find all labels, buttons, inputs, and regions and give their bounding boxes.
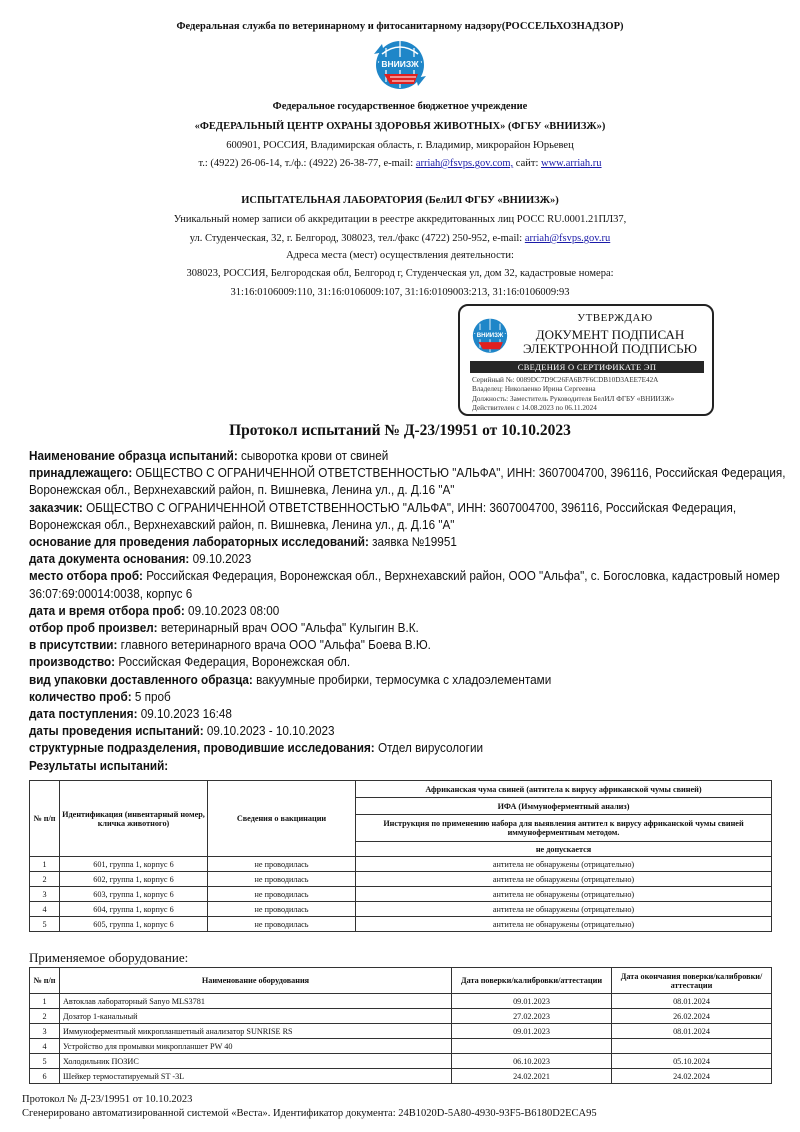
cell-n: 1: [30, 994, 60, 1009]
stamp-cert-bar: СВЕДЕНИЯ О СЕРТИФИКАТЕ ЭП: [470, 361, 704, 373]
eq-col-num-header: № п/п: [30, 968, 60, 994]
institution-site-link[interactable]: www.arriah.ru: [541, 158, 602, 169]
eq-col-end-header: Дата окончания поверки/калибровки/аттестации: [612, 968, 772, 994]
field-label: вид упаковки доставленного образца:: [29, 672, 253, 687]
table-row: [30, 902, 772, 917]
cell-end: 26.02.2024: [612, 1009, 772, 1024]
cell-result: антитела не обнаружены (отрицательно): [356, 887, 772, 902]
table-row: [30, 1024, 772, 1039]
col-vacc-header: Сведения о вакцинации: [208, 781, 356, 857]
cert-owner: Владелец: Николаенко Ирина Сергеевна: [472, 385, 596, 394]
cell-id: 605, группа 1, корпус 6: [60, 917, 208, 932]
field-label: структурные подразделения, проводившие исследования:: [29, 741, 375, 756]
table-row: [30, 1069, 772, 1084]
field-value: ОБЩЕСТВО С ОГРАНИЧЕННОЙ ОТВЕТСТВЕННОСТЬЮ "АЛЬФА", ИНН: 3607004700, 396116, Российская Федерация, Воронежская обл., Верхнехавский район, п. Вишневка, Ленина ул., д. Д.16 "А": [29, 466, 786, 498]
field-value: 5 проб: [131, 689, 171, 704]
stamp-signed-line1: ДОКУМЕНТ ПОДПИСАН: [535, 327, 685, 342]
cell-result: антитела не обнаружены (отрицательно): [356, 872, 772, 887]
field-row: [29, 723, 792, 740]
cell-n: 4: [30, 1039, 60, 1054]
lab-name: ИСПЫТАТЕЛЬНАЯ ЛАБОРАТОРИЯ (БелИЛ ФГБУ «ВНИИЗЖ»): [241, 195, 559, 206]
cell-name: Холодильник ПОЗИС: [60, 1054, 452, 1069]
table-row: [30, 1039, 772, 1054]
field-row: [29, 620, 792, 637]
stamp-cert-info: [472, 376, 674, 413]
table-row: [30, 994, 772, 1009]
field-value: заявка №19951: [368, 535, 457, 550]
lab-address-text: ул. Студенческая, 32, г. Белгород, 308023, тел./факс (4722) 250-952, e-mail:: [189, 233, 523, 244]
cell-vacc: не проводилась: [208, 887, 356, 902]
cell-name: Шейкер термостатируемый ST -3L: [60, 1069, 452, 1084]
table-row: [30, 857, 772, 872]
cell-result: антитела не обнаружены (отрицательно): [356, 902, 772, 917]
field-row: [29, 534, 792, 551]
field-row: [29, 672, 792, 689]
cell-end: [612, 1039, 772, 1054]
field-label: даты проведения испытаний:: [29, 724, 204, 739]
cell-date: 09.01.2023: [452, 1024, 612, 1039]
field-row: [29, 689, 792, 706]
e-signature-stamp: [458, 304, 714, 416]
field-value: Российская Федерация, Воронежская обл., Верхнехавский район, ООО "Альфа", с. Богословка, кадастровый номер 36:07:69:00014:0038, корпус 6: [29, 569, 780, 601]
field-label: Наименование образца испытаний:: [29, 449, 238, 463]
cell-vacc: не проводилась: [208, 857, 356, 872]
cell-result: антитела не обнаружены (отрицательно): [356, 857, 772, 872]
cert-serial: Серийный №: 0089DC7D9C26FA6B7F6CDB10D3AEE7E42A: [472, 376, 659, 384]
col-id-header: Идентификация (инвентарный номер, кличка животного): [60, 781, 208, 857]
field-value: Российская Федерация, Воронежская обл.: [115, 655, 351, 670]
cell-date: 27.02.2023: [452, 1009, 612, 1024]
field-row: [29, 603, 792, 620]
activity-address: 308023, РОССИЯ, Белгородская обл, Белгород г, Студенческая ул, дом 32, кадастровые номера:: [186, 268, 614, 279]
cell-date: [452, 1039, 612, 1054]
stamp-approve: УТВЕРЖДАЮ: [577, 312, 653, 324]
field-value: 09.10.2023: [189, 552, 252, 567]
field-value: главного ветеринарного врача ООО "Альфа" Боева В.Ю.: [117, 638, 431, 653]
cell-date: 09.01.2023: [452, 994, 612, 1009]
cell-end: 08.01.2024: [612, 994, 772, 1009]
cell-result: антитела не обнаружены (отрицательно): [356, 917, 772, 932]
field-row: [29, 706, 792, 723]
field-label: дата поступления:: [29, 707, 138, 722]
cell-id: 604, группа 1, корпус 6: [60, 902, 208, 917]
field-row: [29, 637, 792, 654]
table-row: [30, 917, 772, 932]
footer-generated: Сгенерировано автоматизированной системой «Веста». Идентификатор документа: 24B1020D-5A80-4930-93F5-B6180D2ECA95: [22, 1108, 597, 1119]
cell-n: 2: [30, 1009, 60, 1024]
stamp-signed: [510, 328, 710, 356]
field-row: [29, 500, 792, 534]
field-value: 09.10.2023 16:48: [137, 707, 232, 722]
cert-position: Должность: Заместитель Руководителя БелИЛ ФГБУ «ВНИИЗЖ»: [472, 394, 675, 403]
cell-name: Иммуноферментный микропланшетный анализатор SUNRISE RS: [60, 1024, 452, 1039]
field-label: в присутствии:: [29, 638, 118, 653]
stamp-signed-line2: ЭЛЕКТРОННОЙ ПОДПИСЬЮ: [523, 341, 697, 356]
norm-header: не допускается: [356, 842, 772, 857]
cadastral-numbers: 31:16:0106009:110, 31:16:0106009:107, 31:16:0109003:213, 31:16:0106009:93: [230, 287, 570, 298]
site-label: сайт:: [515, 158, 539, 169]
results-table: [29, 780, 772, 932]
institution-email-link[interactable]: arriah@fsvps.gov.com,: [415, 158, 514, 169]
cell-name: Устройство для промывки микропланшет PW 40: [60, 1039, 452, 1054]
vniizzh-logo-icon: [372, 36, 428, 92]
field-label: количество проб:: [29, 689, 132, 704]
field-row: [29, 758, 792, 775]
lab-contacts: [0, 233, 800, 244]
lab-accreditation: Уникальный номер записи об аккредитации в реестре аккредитованных лиц РОСС RU.0001.21ПЛ37,: [173, 214, 627, 225]
field-label: производство:: [29, 655, 116, 670]
cell-n: 5: [30, 1054, 60, 1069]
equipment-caption: Применяемое оборудование:: [29, 950, 189, 965]
field-label: заказчик:: [29, 500, 83, 515]
cell-name: Дозатор 1-канальный: [60, 1009, 452, 1024]
table-row: [30, 887, 772, 902]
field-label: принадлежащего:: [29, 466, 133, 481]
field-label: дата и время отбора проб:: [29, 603, 185, 618]
contacts-text: т.: (4922) 26-06-14, т./ф.: (4922) 26-38-77, e-mail:: [198, 158, 414, 169]
field-value: 09.10.2023 - 10.10.2023: [203, 724, 335, 739]
field-label: дата документа основания:: [29, 552, 190, 567]
cell-end: 24.02.2024: [612, 1069, 772, 1084]
institution-address: 600901, РОССИЯ, Владимирская область, г. Владимир, микрорайон Юрьевец: [226, 140, 574, 151]
field-value: ветеринарный врач ООО "Альфа" Кулыгин В.К.: [157, 621, 419, 636]
cell-date: 06.10.2023: [452, 1054, 612, 1069]
field-row: [29, 465, 792, 499]
protocol-title: Протокол испытаний № Д-23/19951 от 10.10.2023: [229, 422, 571, 439]
disease-header: Африканская чума свиней (антитела к вирусу африканской чумы свиней): [356, 781, 772, 798]
field-label: место отбора проб:: [29, 569, 143, 584]
cell-name: Автоклав лабораторный Sanyo MLS3781: [60, 994, 452, 1009]
instruction-header: Инструкция по применению набора для выявления антител к вирусу африканской чумы свиней иммуноферментным методом.: [356, 815, 772, 842]
cell-end: 08.01.2024: [612, 1024, 772, 1039]
field-label: Результаты испытаний:: [29, 758, 169, 773]
cell-id: 603, группа 1, корпус 6: [60, 887, 208, 902]
table-row: [30, 1009, 772, 1024]
svg-text:ВНИИЗЖ: ВНИИЗЖ: [476, 333, 504, 340]
cell-date: 24.02.2021: [452, 1069, 612, 1084]
institution-contacts: [0, 158, 800, 169]
equipment-table: [29, 967, 772, 1084]
field-label: основание для проведения лабораторных исследований:: [29, 535, 369, 550]
institution-type: Федеральное государственное бюджетное учреждение: [272, 101, 528, 112]
cell-id: 602, группа 1, корпус 6: [60, 872, 208, 887]
cell-n: 5: [30, 917, 60, 932]
eq-col-name-header: Наименование оборудования: [60, 968, 452, 994]
vniizzh-stamp-logo-icon: [470, 315, 510, 355]
institution-name: «ФЕДЕРАЛЬНЫЙ ЦЕНТР ОХРАНЫ ЗДОРОВЬЯ ЖИВОТНЫХ» (ФГБУ «ВНИИЗЖ»): [194, 121, 606, 132]
method-header: ИФА (Иммуноферментный анализ): [356, 798, 772, 815]
cert-validity: Действителен с 14.08.2023 по 06.11.2024: [472, 403, 597, 412]
col-num-header: № п/п: [30, 781, 60, 857]
cell-vacc: не проводилась: [208, 872, 356, 887]
field-value: Отдел вирусологии: [374, 741, 484, 756]
sample-fields: [29, 448, 792, 775]
table-row: [30, 1054, 772, 1069]
cell-n: 4: [30, 902, 60, 917]
cell-n: 6: [30, 1069, 60, 1084]
cell-vacc: не проводилась: [208, 902, 356, 917]
field-value: сыворотка крови от свиней: [237, 449, 389, 463]
agency-name: Федеральная служба по ветеринарному и фитосанитарному надзору(РОССЕЛЬХОЗНАДЗОР): [176, 21, 624, 32]
cell-id: 601, группа 1, корпус 6: [60, 857, 208, 872]
field-row: [29, 740, 792, 757]
eq-col-date-header: Дата поверки/калибровки/аттестации: [452, 968, 612, 994]
footer-protocol: Протокол № Д-23/19951 от 10.10.2023: [22, 1094, 193, 1105]
field-row: [29, 568, 792, 602]
field-label: отбор проб произвел:: [29, 621, 158, 636]
table-row: [30, 872, 772, 887]
cell-n: 3: [30, 1024, 60, 1039]
cell-n: 3: [30, 887, 60, 902]
cell-vacc: не проводилась: [208, 917, 356, 932]
field-value: ОБЩЕСТВО С ОГРАНИЧЕННОЙ ОТВЕТСТВЕННОСТЬЮ "АЛЬФА", ИНН: 3607004700, 396116, Российская Федерация, Воронежская обл., Верхнехавский район, п. Вишневка, Ленина ул., д. Д.16 "А": [29, 500, 737, 532]
field-row: [29, 448, 792, 465]
cell-n: 1: [30, 857, 60, 872]
lab-email-link[interactable]: arriah@fsvps.gov.ru: [524, 233, 611, 244]
field-row: [29, 654, 792, 671]
field-value: вакуумные пробирки, термосумка с хладоэлементами: [252, 672, 552, 687]
activity-label: Адреса места (мест) осуществления деятельности:: [286, 250, 514, 261]
field-value: 09.10.2023 08:00: [184, 603, 280, 618]
field-row: [29, 551, 792, 568]
cell-n: 2: [30, 872, 60, 887]
cell-end: 05.10.2024: [612, 1054, 772, 1069]
svg-text:ВНИИЗЖ: ВНИИЗЖ: [381, 59, 419, 69]
